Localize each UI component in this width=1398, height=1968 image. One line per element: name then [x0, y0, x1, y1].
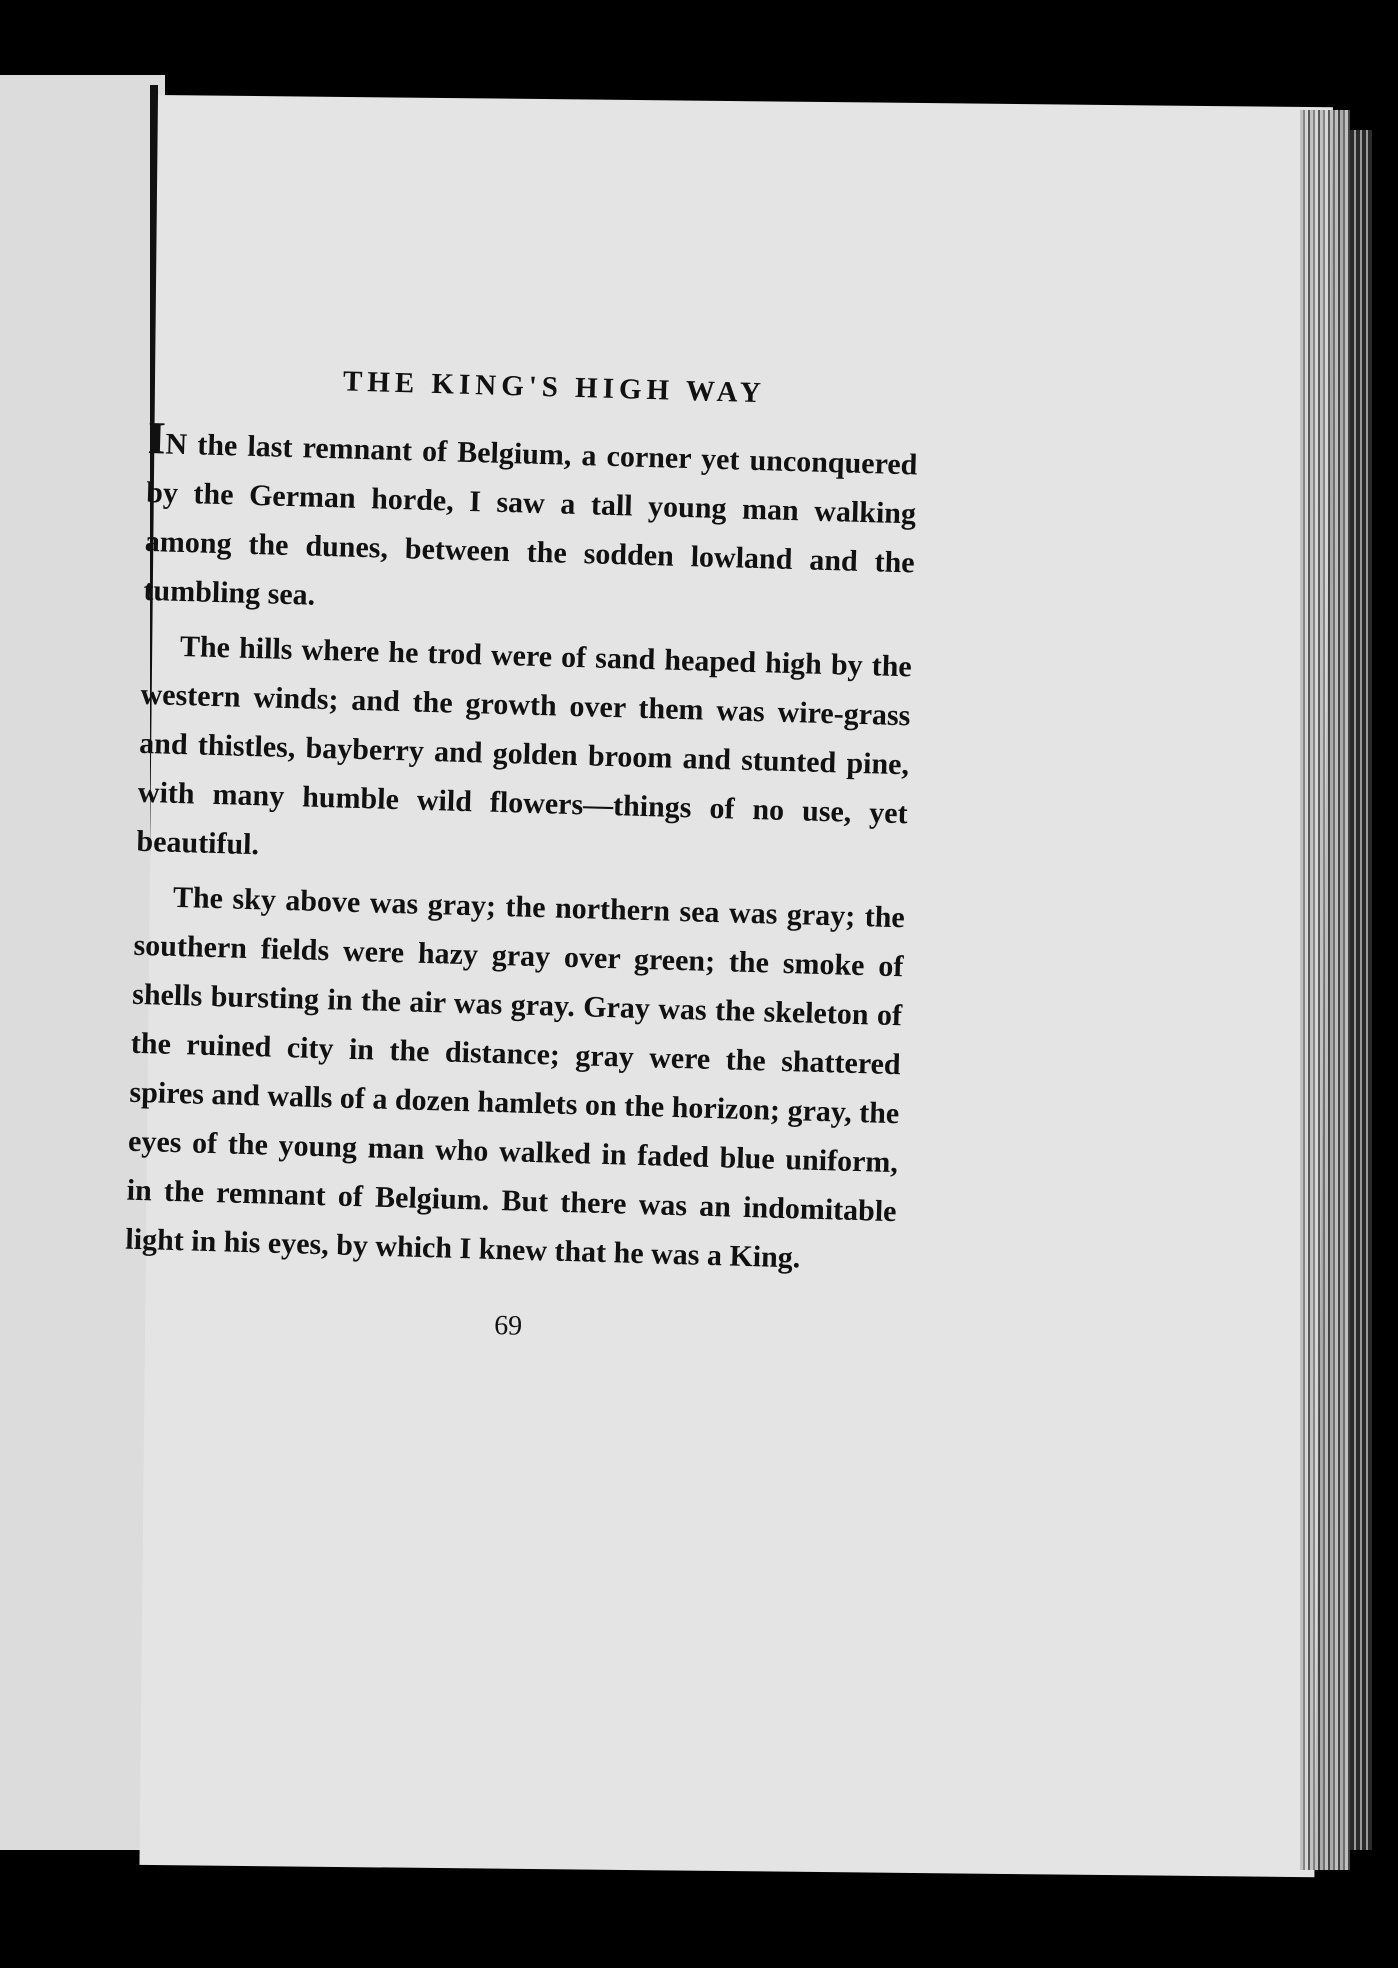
running-head: THE KING'S HIGH WAY: [342, 365, 767, 410]
paragraph-1: [143, 411, 918, 636]
paragraph-2: The hills where he trod were of sand heaped high by the western winds; and the growth over them was wire-grass and thistles, bayberry and golden broom and stunted pine, with many humble wild flowers—things of no use, yet beautiful.: [136, 629, 913, 862]
drop-initial: I: [147, 411, 167, 464]
paragraph-1-text: N the last remnant of Belgium, a corner yet unconquered by the German horde, I saw a tall young man walking among the dunes, between the sodden lowland and the tumbling sea.: [143, 427, 918, 612]
paragraph-3: The sky above was gray; the northern sea was gray; the southern fields were hazy gray over green; the smoke of shells bursting in the air was gray. Gray was the skeleton of the ruined city in the distance; gray were the shattered spires and walls of a dozen hamlets on the horizon; gray, the eyes of the young man who walked in faded blue uniform, in the remnant of Belgium. But there was an indomitable light in his eyes, by which I knew that he was a King.: [124, 880, 906, 1275]
page-content: [123, 360, 920, 1353]
page-edge-shadow: [1350, 130, 1372, 1850]
page-number: 69: [493, 1309, 523, 1342]
page-edge-stack: [1300, 110, 1350, 1870]
